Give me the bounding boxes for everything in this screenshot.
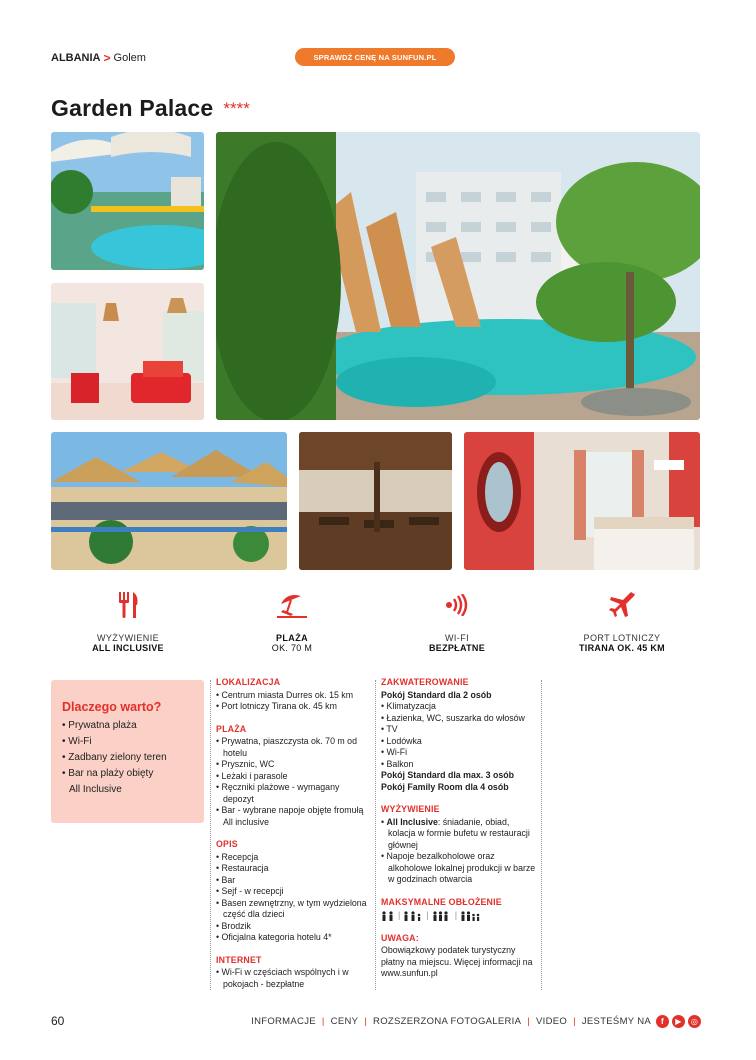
occupancy-heading: MAKSYMALNE OBŁOŻENIE: [381, 896, 502, 907]
column-divider: [210, 680, 211, 990]
occupancy-separator: |: [454, 910, 458, 920]
youtube-icon[interactable]: ▶: [672, 1015, 685, 1028]
beach-item: • Prywatna, piaszczysta ok. 70 m od hotelu: [216, 736, 372, 759]
info-column-right: [381, 677, 537, 980]
column-divider: [541, 680, 542, 990]
description-heading: OPIS: [216, 839, 238, 849]
beach-item: • Ręczniki plażowe - wymagany depozyt: [216, 782, 372, 805]
accommodation-heading: ZAKWATEROWANIE: [381, 677, 469, 687]
star-rating: ****: [223, 99, 250, 118]
why-item: • Wi-Fi: [62, 734, 194, 750]
amenity-wifi-label: WI-FI: [445, 633, 469, 643]
description-item: • Recepcja: [216, 852, 372, 864]
room-feature: • TV: [381, 724, 537, 736]
beach-heading: PLAŻA: [216, 723, 247, 734]
location-heading: LOKALIZACJA: [216, 677, 281, 687]
why-item: All Inclusive: [69, 784, 122, 795]
room-feature: • Balkon: [381, 759, 537, 771]
page-number: 60: [51, 1014, 65, 1028]
footer-link-info[interactable]: INFORMACJE: [251, 1016, 316, 1027]
facebook-icon[interactable]: f: [656, 1015, 669, 1028]
room-feature: • Łazienka, WC, suszarka do włosów: [381, 713, 537, 725]
board-item-text: : śniadanie, obiad, kolacja w formie bufetu w restauracji głównej: [388, 816, 530, 850]
person-icon: [381, 911, 395, 921]
amenity-board: [53, 590, 203, 653]
why-item: • Bar na plaży obięty: [62, 766, 194, 782]
description-item: • Restauracja: [216, 863, 372, 875]
amenity-wifi: [382, 590, 532, 653]
internet-heading: INTERNET: [216, 954, 262, 965]
location-item: • Centrum miasta Durres ok. 15 km: [216, 690, 372, 702]
footer-separator: |: [573, 1016, 576, 1027]
hotel-name: Garden Palace: [51, 95, 214, 121]
amenity-airport-value: TIRANA OK. 45 KM: [579, 643, 665, 653]
footer-separator: |: [527, 1016, 531, 1027]
location-item: • Port lotniczy Tirana ok. 45 km: [216, 701, 372, 713]
photo-garden-pool-main[interactable]: [216, 132, 700, 420]
room-standard-2: Pokój Standard dla 2 osób: [381, 689, 492, 700]
board-item-bold: All Inclusive: [386, 816, 438, 827]
column-divider: [375, 680, 376, 990]
photo-restaurant[interactable]: [299, 432, 452, 570]
why-item: • Zadbany zielony teren: [62, 750, 194, 766]
photo-lounge[interactable]: [51, 283, 204, 420]
beach-item: • Prysznic, WC: [216, 759, 372, 771]
footer-link-video[interactable]: VIDEO: [536, 1016, 568, 1027]
amenity-board-label: WYŻYWIENIE: [97, 633, 159, 643]
info-column-left: [216, 677, 372, 990]
occupancy-icons: [381, 910, 537, 922]
room-family: Pokój Family Room dla 4 osób: [381, 781, 509, 792]
footer-separator: |: [321, 1016, 325, 1027]
occupancy-separator: |: [398, 910, 401, 920]
amenity-airport: [547, 590, 697, 653]
room-feature: • Klimatyzacja: [381, 701, 537, 713]
why-box: [51, 680, 204, 823]
why-title: Dlaczego warto?: [62, 700, 162, 714]
amenity-airport-label: PORT LOTNICZY: [583, 633, 661, 643]
person-icon: [403, 911, 423, 921]
board-heading: WYŻYWIENIE: [381, 804, 440, 814]
room-feature: • Lodówka: [381, 736, 537, 748]
wifi-icon: [382, 590, 532, 620]
breadcrumb: [51, 51, 146, 65]
internet-item: • Wi-Fi w częściach wspólnych i w pokojach - bezpłatne: [216, 967, 372, 990]
description-item: • Sejf - w recepcji: [216, 886, 372, 898]
person-icon: [432, 911, 452, 921]
footer-nav: [251, 1015, 701, 1028]
board-item: [381, 817, 537, 852]
photo-hotel-room[interactable]: [464, 432, 700, 570]
why-list: [62, 718, 194, 798]
footer-separator: |: [364, 1016, 368, 1027]
description-item: • Brodzik: [216, 921, 372, 933]
notice-heading: UWAGA:: [381, 932, 419, 943]
amenity-beach-value: OK. 70 M: [271, 643, 313, 653]
footer-link-gallery[interactable]: ROZSZERZONA FOTOGALERIA: [373, 1016, 522, 1027]
fork-knife-icon: [53, 590, 203, 620]
social-links: [656, 1015, 701, 1028]
check-price-button[interactable]: SPRAWDŹ CENĘ NA SUNFUN.PL: [295, 48, 455, 66]
title-row: [51, 95, 250, 122]
breadcrumb-city[interactable]: Golem: [113, 52, 146, 64]
amenity-board-value: ALL INCLUSIVE: [92, 643, 164, 653]
photo-pool-umbrellas[interactable]: [51, 132, 204, 270]
board-item: • Napoje bezalkoholowe oraz alkoholowe lokalnej produkcji w barze w godzinach otwarcia: [381, 851, 537, 886]
amenity-beach-label: PLAŻA: [276, 633, 308, 643]
room-feature: • Wi-Fi: [381, 747, 537, 759]
occupancy-separator: |: [426, 910, 429, 920]
airplane-icon: [547, 590, 697, 620]
footer-social-label: JESTEŚMY NA: [581, 1016, 651, 1027]
description-item: • Oficjalna kategoria hotelu 4*: [216, 932, 372, 944]
beach-umbrella-icon: [217, 590, 367, 620]
room-standard-3: Pokój Standard dla max. 3 osób: [381, 770, 514, 780]
photo-beach-umbrellas[interactable]: [51, 432, 287, 570]
description-item: • Bar: [216, 875, 372, 887]
instagram-icon[interactable]: ◎: [688, 1015, 701, 1028]
chevron-right-icon: >: [103, 51, 111, 65]
notice-text: Obowiązkowy podatek turystyczny płatny na miejscu. Więcej informacji na www.sunfun.pl: [381, 945, 533, 978]
person-icon: [460, 911, 480, 921]
footer-link-prices[interactable]: CENY: [330, 1016, 359, 1027]
amenity-beach: [217, 590, 367, 653]
description-item: • Basen zewnętrzny, w tym wydzielona część dla dzieci: [216, 898, 372, 921]
amenity-wifi-value: BEZPŁATNE: [428, 643, 486, 653]
beach-item: • Leżaki i parasole: [216, 771, 372, 783]
breadcrumb-country[interactable]: ALBANIA: [51, 52, 101, 64]
why-item: • Prywatna plaża: [62, 718, 194, 734]
beach-item: • Bar - wybrane napoje objęte fromułą All inclusive: [216, 805, 372, 828]
